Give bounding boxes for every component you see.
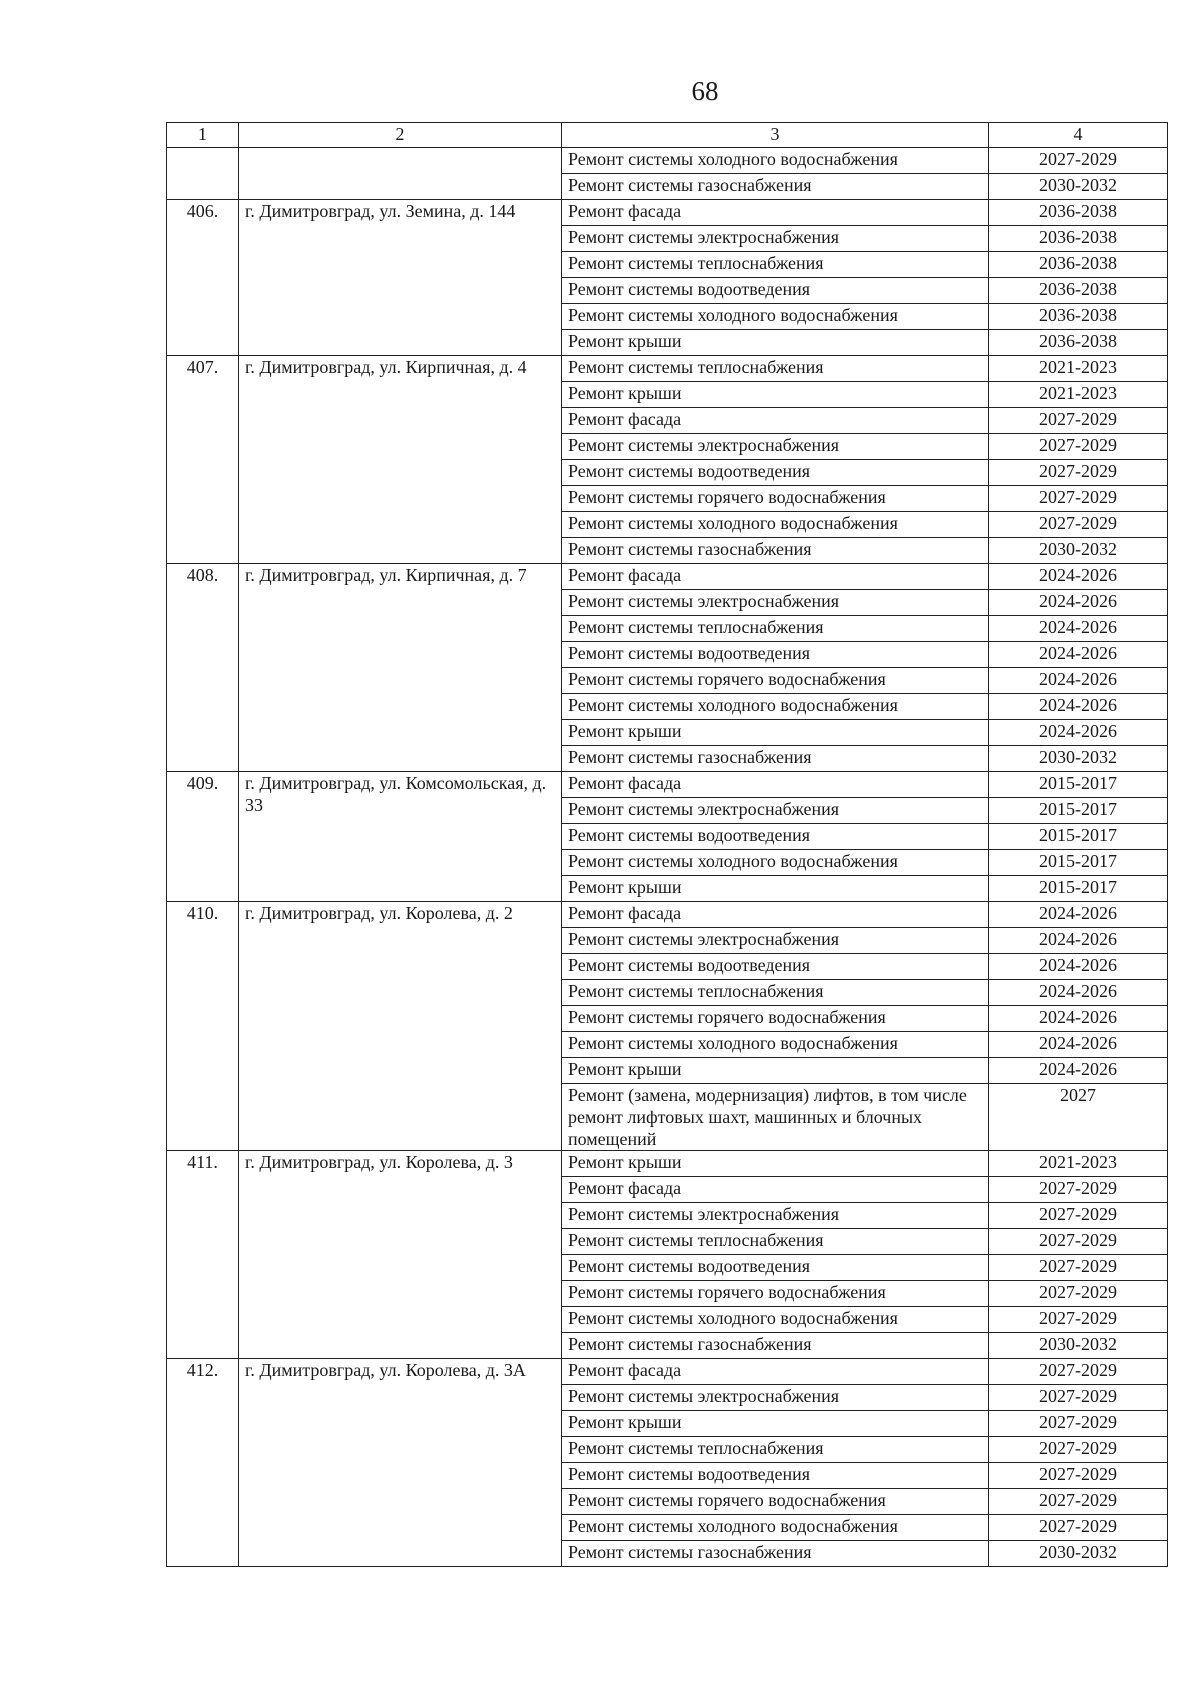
- work-type: Ремонт системы электроснабжения: [562, 1385, 989, 1411]
- work-period: 2036-2038: [989, 200, 1168, 226]
- work-period: 2015-2017: [989, 850, 1168, 876]
- work-period: 2024-2026: [989, 928, 1168, 954]
- work-type: Ремонт системы холодного водоснабжения: [562, 148, 989, 174]
- work-period: 2024-2026: [989, 1006, 1168, 1032]
- work-period: 2024-2026: [989, 668, 1168, 694]
- work-type: Ремонт системы водоотведения: [562, 278, 989, 304]
- table-row: [167, 1151, 1168, 1177]
- work-type: Ремонт системы теплоснабжения: [562, 1437, 989, 1463]
- work-type: Ремонт фасада: [562, 564, 989, 590]
- work-type: Ремонт системы водоотведения: [562, 824, 989, 850]
- work-type: Ремонт фасада: [562, 1177, 989, 1203]
- work-period: 2027: [989, 1084, 1168, 1151]
- work-type: Ремонт системы водоотведения: [562, 1463, 989, 1489]
- work-type: Ремонт системы холодного водоснабжения: [562, 1515, 989, 1541]
- work-type: Ремонт крыши: [562, 1058, 989, 1084]
- work-period: 2024-2026: [989, 694, 1168, 720]
- column-header-1: 1: [167, 123, 239, 148]
- work-period: 2030-2032: [989, 1541, 1168, 1567]
- work-type: Ремонт системы газоснабжения: [562, 174, 989, 200]
- work-period: 2027-2029: [989, 1359, 1168, 1385]
- work-type: Ремонт системы холодного водоснабжения: [562, 512, 989, 538]
- work-period: 2036-2038: [989, 226, 1168, 252]
- column-header-2: 2: [239, 123, 562, 148]
- work-type: Ремонт крыши: [562, 382, 989, 408]
- column-header-3: 3: [562, 123, 989, 148]
- building-address: г. Димитровград, ул. Королева, д. 3А: [239, 1359, 562, 1567]
- work-type: Ремонт системы газоснабжения: [562, 1333, 989, 1359]
- building-address: г. Димитровград, ул. Королева, д. 3: [239, 1151, 562, 1359]
- building-number: 406.: [167, 200, 239, 356]
- work-period: 2027-2029: [989, 1437, 1168, 1463]
- work-type: Ремонт фасада: [562, 1359, 989, 1385]
- building-address: г. Димитровград, ул. Комсомольская, д. 33: [239, 772, 562, 902]
- work-period: 2027-2029: [989, 434, 1168, 460]
- work-period: 2027-2029: [989, 1515, 1168, 1541]
- work-period: 2027-2029: [989, 1385, 1168, 1411]
- work-period: 2024-2026: [989, 720, 1168, 746]
- table-row: [167, 772, 1168, 798]
- work-type: Ремонт системы электроснабжения: [562, 434, 989, 460]
- work-period: 2030-2032: [989, 1333, 1168, 1359]
- work-period: 2024-2026: [989, 590, 1168, 616]
- work-period: 2027-2029: [989, 460, 1168, 486]
- work-type: Ремонт системы теплоснабжения: [562, 356, 989, 382]
- building-number: 412.: [167, 1359, 239, 1567]
- table-row: [167, 564, 1168, 590]
- building-number: 408.: [167, 564, 239, 772]
- work-period: 2027-2029: [989, 1489, 1168, 1515]
- work-period: 2027-2029: [989, 512, 1168, 538]
- work-type: Ремонт системы горячего водоснабжения: [562, 668, 989, 694]
- work-type: Ремонт системы теплоснабжения: [562, 980, 989, 1006]
- work-period: 2027-2029: [989, 1203, 1168, 1229]
- table-row: [167, 200, 1168, 226]
- work-type: Ремонт фасада: [562, 902, 989, 928]
- work-period: 2036-2038: [989, 252, 1168, 278]
- repair-schedule-table: [166, 122, 1168, 1567]
- work-type: Ремонт системы электроснабжения: [562, 226, 989, 252]
- work-period: 2021-2023: [989, 356, 1168, 382]
- table-header-row: [167, 123, 1168, 148]
- work-period: 2024-2026: [989, 980, 1168, 1006]
- building-number: 407.: [167, 356, 239, 564]
- work-type: Ремонт крыши: [562, 876, 989, 902]
- work-type: Ремонт фасада: [562, 200, 989, 226]
- work-type: Ремонт крыши: [562, 330, 989, 356]
- work-type: Ремонт системы холодного водоснабжения: [562, 1307, 989, 1333]
- building-address: г. Димитровград, ул. Кирпичная, д. 7: [239, 564, 562, 772]
- work-type: Ремонт крыши: [562, 1411, 989, 1437]
- work-type: Ремонт системы холодного водоснабжения: [562, 1032, 989, 1058]
- work-type: Ремонт системы теплоснабжения: [562, 252, 989, 278]
- work-type: Ремонт крыши: [562, 720, 989, 746]
- work-period: 2024-2026: [989, 902, 1168, 928]
- work-period: 2024-2026: [989, 1032, 1168, 1058]
- work-period: 2027-2029: [989, 148, 1168, 174]
- work-type: Ремонт системы электроснабжения: [562, 798, 989, 824]
- work-type: Ремонт системы теплоснабжения: [562, 1229, 989, 1255]
- table-body: [167, 148, 1168, 1567]
- work-period: 2027-2029: [989, 1463, 1168, 1489]
- work-type: Ремонт системы газоснабжения: [562, 1541, 989, 1567]
- work-type: Ремонт фасада: [562, 408, 989, 434]
- work-period: 2015-2017: [989, 824, 1168, 850]
- building-address: г. Димитровград, ул. Земина, д. 144: [239, 200, 562, 356]
- work-period: 2030-2032: [989, 538, 1168, 564]
- work-type: Ремонт системы теплоснабжения: [562, 616, 989, 642]
- work-period: 2027-2029: [989, 486, 1168, 512]
- work-type: Ремонт системы горячего водоснабжения: [562, 486, 989, 512]
- page-number: 68: [691, 76, 719, 106]
- work-type: Ремонт системы горячего водоснабжения: [562, 1489, 989, 1515]
- work-period: 2024-2026: [989, 616, 1168, 642]
- work-type: Ремонт системы холодного водоснабжения: [562, 850, 989, 876]
- work-period: 2027-2029: [989, 1281, 1168, 1307]
- work-type: Ремонт системы горячего водоснабжения: [562, 1281, 989, 1307]
- building-address: [239, 148, 562, 200]
- work-type: Ремонт крыши: [562, 1151, 989, 1177]
- table-row: [167, 902, 1168, 928]
- work-period: 2036-2038: [989, 330, 1168, 356]
- work-period: 2024-2026: [989, 954, 1168, 980]
- work-type: Ремонт (замена, модернизация) лифтов, в том числе ремонт лифтовых шахт, машинных и блочных помещений: [562, 1084, 989, 1151]
- building-address: г. Димитровград, ул. Кирпичная, д. 4: [239, 356, 562, 564]
- table-row: [167, 356, 1168, 382]
- work-period: 2024-2026: [989, 1058, 1168, 1084]
- work-period: 2030-2032: [989, 174, 1168, 200]
- work-period: 2024-2026: [989, 642, 1168, 668]
- work-period: 2015-2017: [989, 798, 1168, 824]
- building-number: 410.: [167, 902, 239, 1151]
- work-period: 2024-2026: [989, 564, 1168, 590]
- work-period: 2027-2029: [989, 1255, 1168, 1281]
- work-period: 2027-2029: [989, 1229, 1168, 1255]
- work-period: 2027-2029: [989, 1411, 1168, 1437]
- building-number: [167, 148, 239, 200]
- building-number: 411.: [167, 1151, 239, 1359]
- building-number: 409.: [167, 772, 239, 902]
- work-type: Ремонт системы электроснабжения: [562, 928, 989, 954]
- work-type: Ремонт системы холодного водоснабжения: [562, 694, 989, 720]
- work-period: 2036-2038: [989, 304, 1168, 330]
- work-period: 2021-2023: [989, 382, 1168, 408]
- work-period: 2027-2029: [989, 1307, 1168, 1333]
- work-period: 2021-2023: [989, 1151, 1168, 1177]
- work-type: Ремонт системы горячего водоснабжения: [562, 1006, 989, 1032]
- building-address: г. Димитровград, ул. Королева, д. 2: [239, 902, 562, 1151]
- work-type: Ремонт фасада: [562, 772, 989, 798]
- column-header-4: 4: [989, 123, 1168, 148]
- table-row: [167, 148, 1168, 174]
- work-period: 2027-2029: [989, 408, 1168, 434]
- table-row: [167, 1359, 1168, 1385]
- work-period: 2027-2029: [989, 1177, 1168, 1203]
- work-type: Ремонт системы водоотведения: [562, 954, 989, 980]
- work-type: Ремонт системы холодного водоснабжения: [562, 304, 989, 330]
- work-type: Ремонт системы водоотведения: [562, 1255, 989, 1281]
- work-type: Ремонт системы газоснабжения: [562, 746, 989, 772]
- work-period: 2015-2017: [989, 772, 1168, 798]
- work-type: Ремонт системы газоснабжения: [562, 538, 989, 564]
- work-type: Ремонт системы водоотведения: [562, 460, 989, 486]
- work-type: Ремонт системы электроснабжения: [562, 1203, 989, 1229]
- work-period: 2030-2032: [989, 746, 1168, 772]
- work-period: 2015-2017: [989, 876, 1168, 902]
- work-period: 2036-2038: [989, 278, 1168, 304]
- work-type: Ремонт системы электроснабжения: [562, 590, 989, 616]
- work-type: Ремонт системы водоотведения: [562, 642, 989, 668]
